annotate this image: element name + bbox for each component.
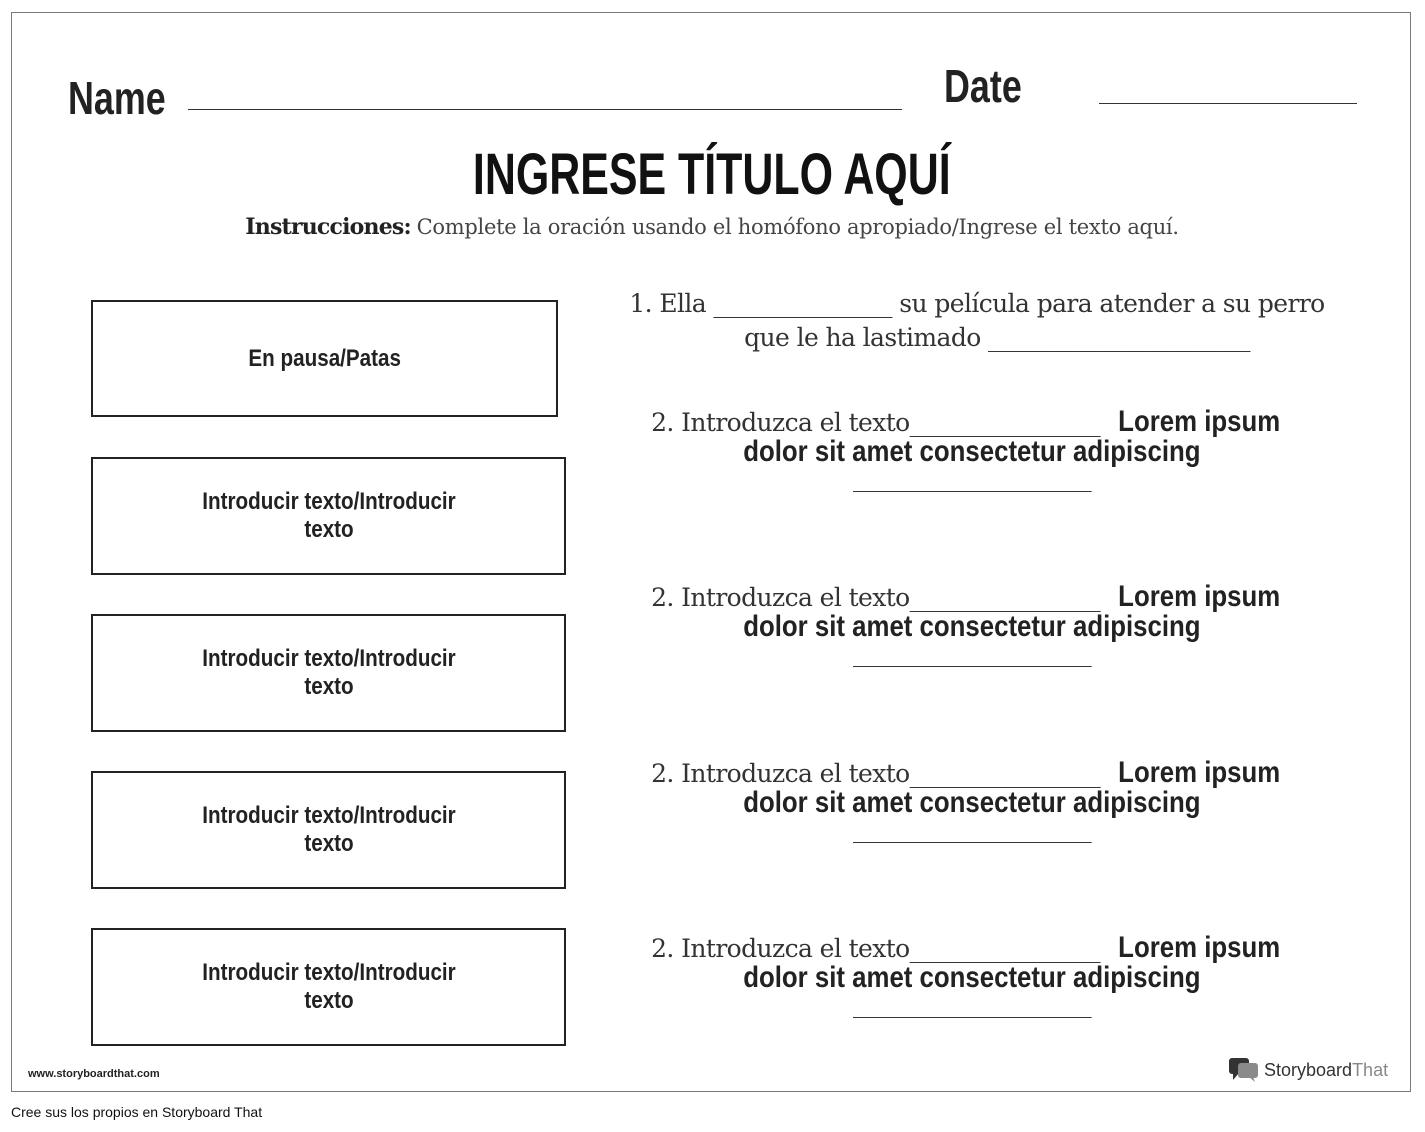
question-item: 2. Introduzca el texto________________ Lorem ipsum dolor sit amet consectetur adipiscing ____________________ <box>651 931 1280 1018</box>
storyboardthat-logo <box>1228 1057 1388 1083</box>
question-item: 2. Introduzca el texto________________ Lorem ipsum dolor sit amet consectetur adipiscing ____________________ <box>651 405 1280 492</box>
question-item: 2. Introduzca el texto________________ Lorem ipsum dolor sit amet consectetur adipiscing ____________________ <box>651 756 1280 843</box>
worksheet <box>11 12 1411 1092</box>
instructions <box>12 214 1412 240</box>
date-label: Date <box>944 60 1022 112</box>
question-1: 1. Ella _______________ su película para atender a su perro que le ha lastimado ______________________ <box>629 289 1325 352</box>
speech-bubble-icon <box>1228 1057 1260 1083</box>
date-line <box>1099 103 1357 104</box>
name-label: Name <box>68 72 166 124</box>
instructions-label: Instrucciones: <box>245 214 411 240</box>
website-url: www.storyboardthat.com <box>28 1068 160 1080</box>
homophone-box: En pausa/Patas <box>91 300 558 417</box>
homophone-box: Introducir texto/Introducir texto <box>91 614 566 732</box>
brand-that: That <box>1352 1059 1389 1080</box>
create-your-own-link[interactable]: Cree sus los propios en Storyboard That <box>11 1104 263 1120</box>
instructions-text: Complete la oración usando el homófono apropiado/Ingrese el texto aquí. <box>416 215 1179 239</box>
name-line <box>188 109 902 110</box>
question-item: 2. Introduzca el texto________________ Lorem ipsum dolor sit amet consectetur adipiscing ____________________ <box>651 580 1280 667</box>
homophone-box: Introducir texto/Introducir texto <box>91 457 566 575</box>
homophone-box: Introducir texto/Introducir texto <box>91 771 566 889</box>
homophone-box: Introducir texto/Introducir texto <box>91 928 566 1046</box>
page-title: INGRESE TÍTULO AQUÍ <box>473 142 951 207</box>
brand-storyboard: Storyboard <box>1264 1059 1353 1080</box>
